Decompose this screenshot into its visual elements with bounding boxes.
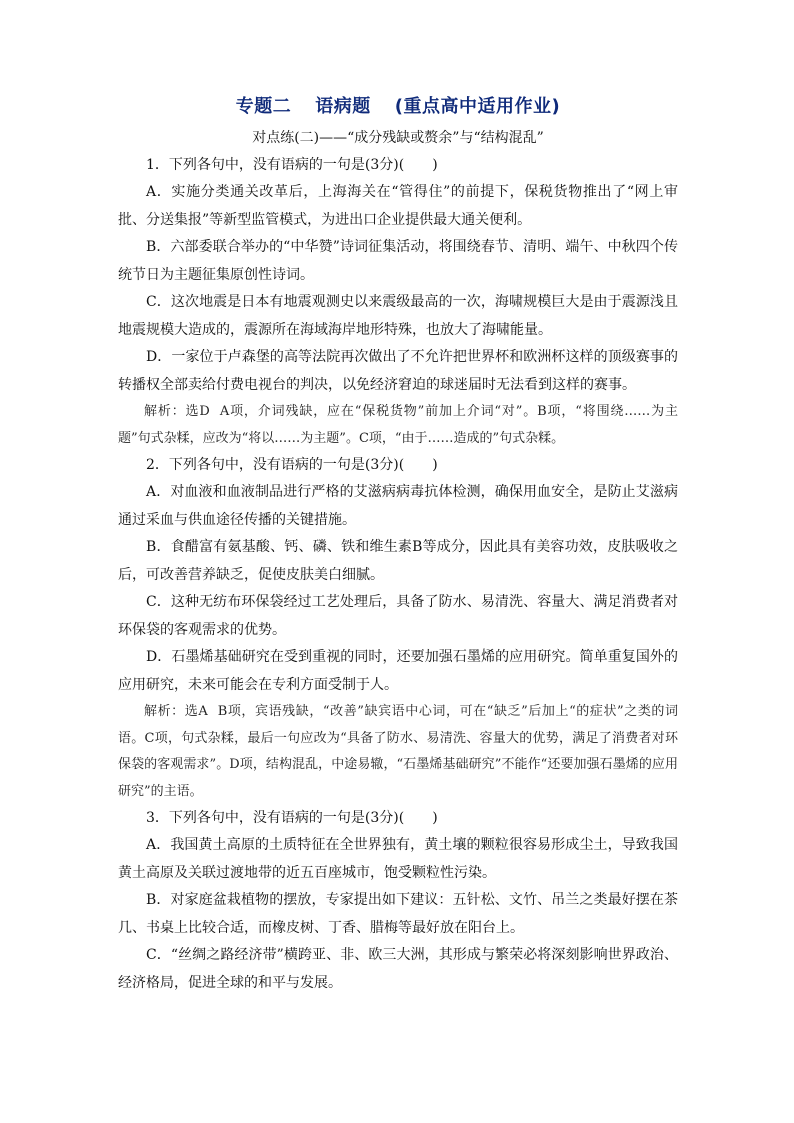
option-d: D．一家位于卢森堡的高等法院再次做出了不允许把世界杯和欧洲杯这样的顶级赛事的转播权全部卖给付费电视台的判决，以免经济窘迫的球迷届时无法看到这样的赛事。 — [118, 349, 678, 393]
title-topic: 专题二 — [235, 96, 292, 117]
option-a: A．实施分类通关改革后，上海海关在“管得住”的前提下，保税货物推出了“网上审批、分送集报”等新型监管模式，为进出口企业提供最大通关便利。 — [118, 184, 678, 228]
option-b: B．对家庭盆栽植物的摆放，专家提出如下建议：五针松、文竹、吊兰之类最好摆在茶几、书桌上比较合适，而橡皮树、丁香、腊梅等最好放在阳台上。 — [118, 892, 678, 936]
answer-label: 解析：选A — [144, 704, 208, 719]
option-d: D．石墨烯基础研究在受到重视的同时，还要加强石墨烯的应用研究。简单重复国外的应用研究，未来可能会在专利方面受制于人。 — [118, 649, 678, 693]
answer-explanation — [118, 399, 678, 452]
page-subtitle: 对点练(二)——“成分残缺或赘余”与“结构混乱” — [252, 130, 544, 146]
page-title — [118, 92, 678, 124]
option-c: C．这次地震是日本有地震观测史以来震级最高的一次，海啸规模巨大是由于震源浅且地震规模大造成的，震源所在海域海岸地形特殊，也放大了海啸能量。 — [118, 294, 678, 338]
question-stem: 3．下列各句中，没有语病的一句是(3分)( ) — [146, 810, 438, 826]
question-stem: 1．下列各句中，没有语病的一句是(3分)( ) — [146, 157, 438, 173]
question-3 — [118, 805, 678, 997]
answer-explanation — [118, 699, 678, 805]
option-a: A．我国黄土高原的土质特征在全世界独有，黄土壤的颗粒很容易形成尘土，导致我国黄土高原及关联过渡地带的近五百座城市，饱受颗粒性污染。 — [118, 837, 678, 881]
answer-text: A项，介词残缺，应在“保税货物”前加上介词“对”。B项，“将围绕……为主题”句式杂糅，应改为“将以……为主题”。C项，“由于……造成的”句式杂糅。 — [118, 404, 678, 446]
option-c: C．“丝绸之路经济带”横跨亚、非、欧三大洲，其形成与繁荣必将深刻影响世界政治、经济格局，促进全球的和平与发展。 — [118, 947, 678, 991]
document-page — [118, 92, 678, 997]
option-c: C．这种无纺布环保袋经过工艺处理后，具备了防水、易清洗、容量大、满足消费者对环保袋的客观需求的优势。 — [118, 594, 678, 638]
title-type: 语病题 — [315, 96, 371, 117]
option-a: A．对血液和血液制品进行严格的艾滋病病毒抗体检测，确保用血安全，是防止艾滋病通过采血与供血途径传播的关键措施。 — [118, 484, 678, 528]
question-1 — [118, 152, 678, 452]
option-b: B．食醋富有氨基酸、钙、磷、铁和维生素B等成分，因此具有美容功效，皮肤吸收之后，可改善营养缺乏，促使皮肤美白细腻。 — [118, 539, 678, 583]
answer-text: B项，宾语残缺，“改善”缺宾语中心词，可在“缺乏”后加上“的症状”之类的词语。C项，句式杂糅，最后一句应改为“具备了防水、易清洗、容量大的优势，满足了消费者对环保袋的客观需求”。D项，结构混乱，中途易辙，“石墨烯基础研究”不能作“还要加强石墨烯的应用研究”的主语。 — [118, 704, 679, 799]
answer-label: 解析：选D — [144, 404, 210, 419]
title-scope: (重点高中适用作业) — [394, 96, 561, 117]
question-stem: 2．下列各句中，没有语病的一句是(3分)( ) — [146, 457, 438, 473]
option-b: B．六部委联合举办的“中华赞”诗词征集活动，将围绕春节、清明、端午、中秋四个传统节日为主题征集原创性诗词。 — [118, 239, 678, 283]
question-2 — [118, 452, 678, 805]
